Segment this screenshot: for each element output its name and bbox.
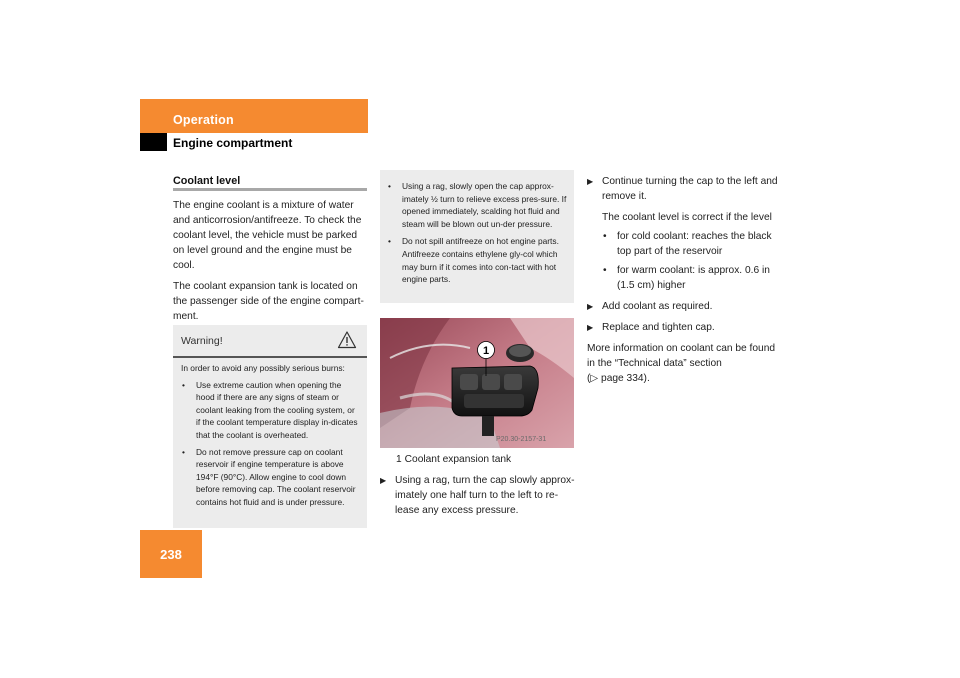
bullet-icon: • bbox=[388, 236, 391, 247]
warning-title: Warning! bbox=[181, 335, 223, 347]
arrow-icon: ▶ bbox=[587, 177, 594, 186]
subsection-title: Engine compartment bbox=[173, 136, 293, 150]
section-title: Operation bbox=[173, 113, 234, 127]
image-code: P20.30-2157-31 bbox=[496, 436, 547, 443]
warning-item: • Do not remove pressure cap on coolant reservoir if engine temperature is above 194°F (90°C). Allow engine to cool down before removing cap. The coolant reservoir contains hot fluid and is under pressure. bbox=[182, 446, 356, 507]
page-reference-link[interactable]: (▷ page 334). bbox=[587, 373, 650, 384]
callout-1-label: 1 bbox=[482, 345, 490, 357]
page-number: 238 bbox=[160, 547, 182, 562]
arrow-icon: ▶ bbox=[380, 476, 387, 485]
step-open-cap: ▶ Using a rag, turn the cap slowly approx-imately one half turn to the left to re-lease any excess pressure. bbox=[380, 475, 575, 516]
step-replace-cap: ▶ Replace and tighten cap. bbox=[587, 322, 715, 333]
coolant-level-heading: Coolant level bbox=[173, 175, 241, 187]
caution-item: • Using a rag, slowly open the cap approx-imately ½ turn to relieve excess pres-sure. If opened immediately, scalding hot fluid and steam will be blown out un-der pressure. bbox=[388, 181, 567, 229]
bullet-icon: • bbox=[603, 231, 607, 242]
middle-column bbox=[380, 452, 576, 524]
heading-rule bbox=[173, 188, 367, 191]
warning-rule bbox=[173, 356, 367, 358]
warning-body bbox=[181, 362, 361, 513]
bullet-icon: • bbox=[603, 265, 607, 276]
level-bullet: • for warm coolant: is approx. 0.6 in (1.5 cm) higher bbox=[603, 265, 770, 291]
warning-intro: In order to avoid any possibly serious burns: bbox=[181, 363, 345, 373]
more-info: More information on coolant can be found in the “Technical data” section (▷ page 334). bbox=[587, 343, 776, 384]
step-add-coolant: ▶ Add coolant as required. bbox=[587, 301, 713, 312]
header-marker bbox=[140, 133, 167, 151]
bullet-icon: • bbox=[182, 379, 185, 390]
correct-level-text: The coolant level is correct if the level bbox=[602, 212, 772, 223]
engine-compartment-photo bbox=[380, 318, 574, 448]
warning-triangle-icon bbox=[337, 330, 357, 350]
bullet-icon: • bbox=[388, 181, 391, 191]
warning-box bbox=[173, 325, 367, 528]
caution-box bbox=[380, 170, 574, 303]
warning-item: • Use extreme caution when opening the hood if there are any signs of steam or coolant leaking from the cooling system, or if the coolant temperature display in-dicates that the coolant is overheated. bbox=[182, 379, 358, 440]
image-caption: 1 Coolant expansion tank bbox=[396, 454, 512, 465]
right-column bbox=[587, 174, 783, 392]
level-bullet: • for cold coolant: reaches the black top part of the reservoir bbox=[603, 231, 772, 257]
arrow-icon: ▶ bbox=[587, 323, 594, 332]
step-remove-cap: ▶ Continue turning the cap to the left and remove it. bbox=[587, 176, 778, 202]
arrow-icon: ▶ bbox=[587, 302, 594, 311]
intro-paragraph: The engine coolant is a mixture of water and anticorrosion/antifreeze. To check the coolant level, the vehicle must be parked on level ground and the engine must be cool. bbox=[173, 200, 362, 271]
caution-body bbox=[387, 180, 568, 286]
caution-item: • Do not spill antifreeze on hot engine parts. Antifreeze contains ethylene gly-col which may burn if it comes into con-tact with hot engine parts. bbox=[388, 236, 559, 285]
bullet-icon: • bbox=[182, 446, 185, 457]
left-column bbox=[173, 198, 369, 330]
location-paragraph: The coolant expansion tank is located on the passenger side of the engine compart-ment. bbox=[173, 281, 364, 322]
